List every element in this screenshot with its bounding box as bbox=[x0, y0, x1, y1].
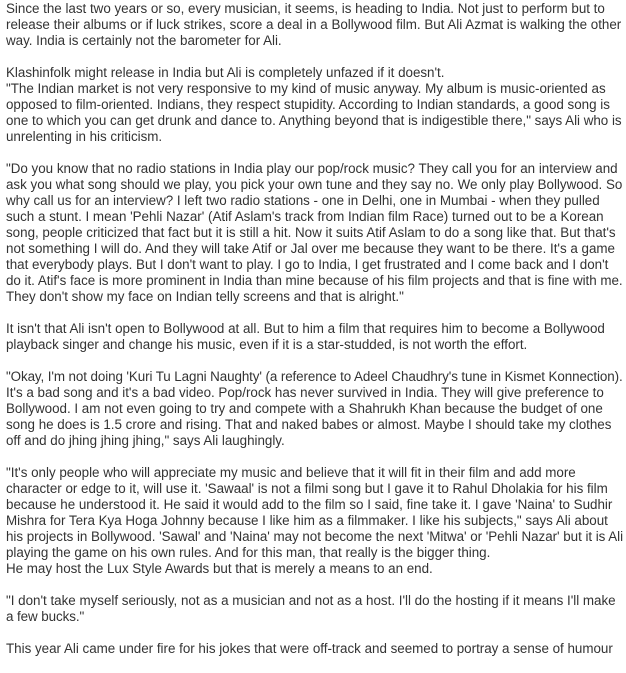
paragraph-klashinfolk bbox=[6, 65, 624, 145]
text-line: It's a bad song and it's a bad video. Pop/rock has never survived in India. They will give preference to bbox=[6, 385, 604, 400]
text-line: one to which you can get drunk and dance to. Anything beyond that is indigestible there," says Ali who is bbox=[6, 113, 622, 128]
text-line: unrelenting in his criticism. bbox=[6, 129, 163, 144]
paragraph-radio-stations bbox=[6, 161, 624, 305]
paragraph-kuri-tu-lagni bbox=[6, 369, 624, 449]
paragraph-host-quote bbox=[6, 593, 624, 625]
text-line: a few bucks." bbox=[6, 609, 85, 624]
text-line: They don't show my face on Indian telly screens and that is alright." bbox=[6, 289, 404, 304]
text-line: "I don't take myself seriously, not as a musician and not as a host. I'll do the hosting if it means I'll make bbox=[6, 593, 616, 608]
text-line: not something I will do. And they will take Atif or Jal over me because they want to be there. It's a game bbox=[6, 241, 615, 256]
text-line: character or edge to it, will use it. 'Sawaal' is not a filmi song but I gave it to Rahul Dholakia for his film bbox=[6, 481, 608, 496]
text-line: because he understood it. He said it would add to the film so I said, fine take it. I gave 'Naina' to Sudhir bbox=[6, 497, 613, 512]
text-line: do it. Atif's face is more prominent in India than mine because of his film projects and that is fine with me. bbox=[6, 273, 623, 288]
text-line: Since the last two years or so, every musician, it seems, is heading to India. Not just to perform but to bbox=[6, 1, 605, 16]
text-line: opposed to film-oriented. Indians, they respect stupidity. According to Indian standards, a good song is bbox=[6, 97, 610, 112]
text-line: release their albums or if luck strikes, score a deal in a Bollywood film. But Ali Azmat is walking the other bbox=[6, 17, 622, 32]
text-line: "Okay, I'm not doing 'Kuri Tu Lagni Naughty' (a reference to Adeel Chaudhry's tune in Kismet Konnection). bbox=[6, 369, 623, 384]
text-line: It isn't that Ali isn't open to Bollywood at all. But to him a film that requires him to become a Bollywood bbox=[6, 321, 605, 336]
text-line: why call us for an interview? I left two radio stations - one in Delhi, one in Mumbai - when they pulled bbox=[6, 193, 600, 208]
text-line: off and do jhing jhing jhing," says Ali laughingly. bbox=[6, 433, 285, 448]
text-line: Bollywood. I am not even going to try and compete with a Shahrukh Khan because the budget of one bbox=[6, 401, 603, 416]
text-line: "Do you know that no radio stations in India play our pop/rock music? They call you for an interview and bbox=[6, 161, 618, 176]
text-line: He may host the Lux Style Awards but that is merely a means to an end. bbox=[6, 561, 433, 576]
paragraph-sawaal-naina bbox=[6, 465, 624, 577]
paragraph-this-year bbox=[6, 641, 624, 657]
text-line: his projects in Bollywood. 'Sawal' and 'Naina' may not become the next 'Mitwa' or 'Pehli Nazar' but it is Ali bbox=[6, 529, 624, 544]
text-line: Klashinfolk might release in India but Ali is completely unfazed if it doesn't. bbox=[6, 65, 445, 80]
text-line: playback singer and change his music, even if it is a star-studded, is not worth the effort. bbox=[6, 337, 528, 352]
text-line: song he does is 1.5 crore and rising. That and naked babes or almost. Maybe I should take my clothes bbox=[6, 417, 612, 432]
text-line: that everybody plays. But I don't want to play. I go to India, I get frustrated and I come back and I don't bbox=[6, 257, 609, 272]
paragraph-bollywood-openness bbox=[6, 321, 624, 353]
text-line: playing the game on his own rules. And for this man, that really is the bigger thing. bbox=[6, 545, 491, 560]
text-line: "The Indian market is not very responsive to my kind of music anyway. My album is music-oriented as bbox=[6, 81, 606, 96]
paragraph-intro bbox=[6, 1, 624, 49]
text-line: way. India is certainly not the barometer for Ali. bbox=[6, 33, 282, 48]
text-line: Mishra for Tera Kya Hoga Johnny because I like him as a filmmaker. I like his subjects," says Ali about bbox=[6, 513, 608, 528]
text-line: ask you what song should we play, you pick your own tune and they say no. We only play Bollywood. So bbox=[6, 177, 623, 192]
text-line: "It's only people who will appreciate my music and believe that it will fit in their film and add more bbox=[6, 465, 576, 480]
text-line: such a stunt. I mean 'Pehli Nazar' (Atif Aslam's track from Indian film Race) turned out to be a Korean bbox=[6, 209, 604, 224]
article-body bbox=[6, 1, 624, 673]
text-line: This year Ali came under fire for his jokes that were off-track and seemed to portray a sense of humour bbox=[6, 641, 613, 656]
text-line: song, people criticized that fact but it is still a hit. Now it suits Atif Aslam to do a song like that. But that's bbox=[6, 225, 616, 240]
